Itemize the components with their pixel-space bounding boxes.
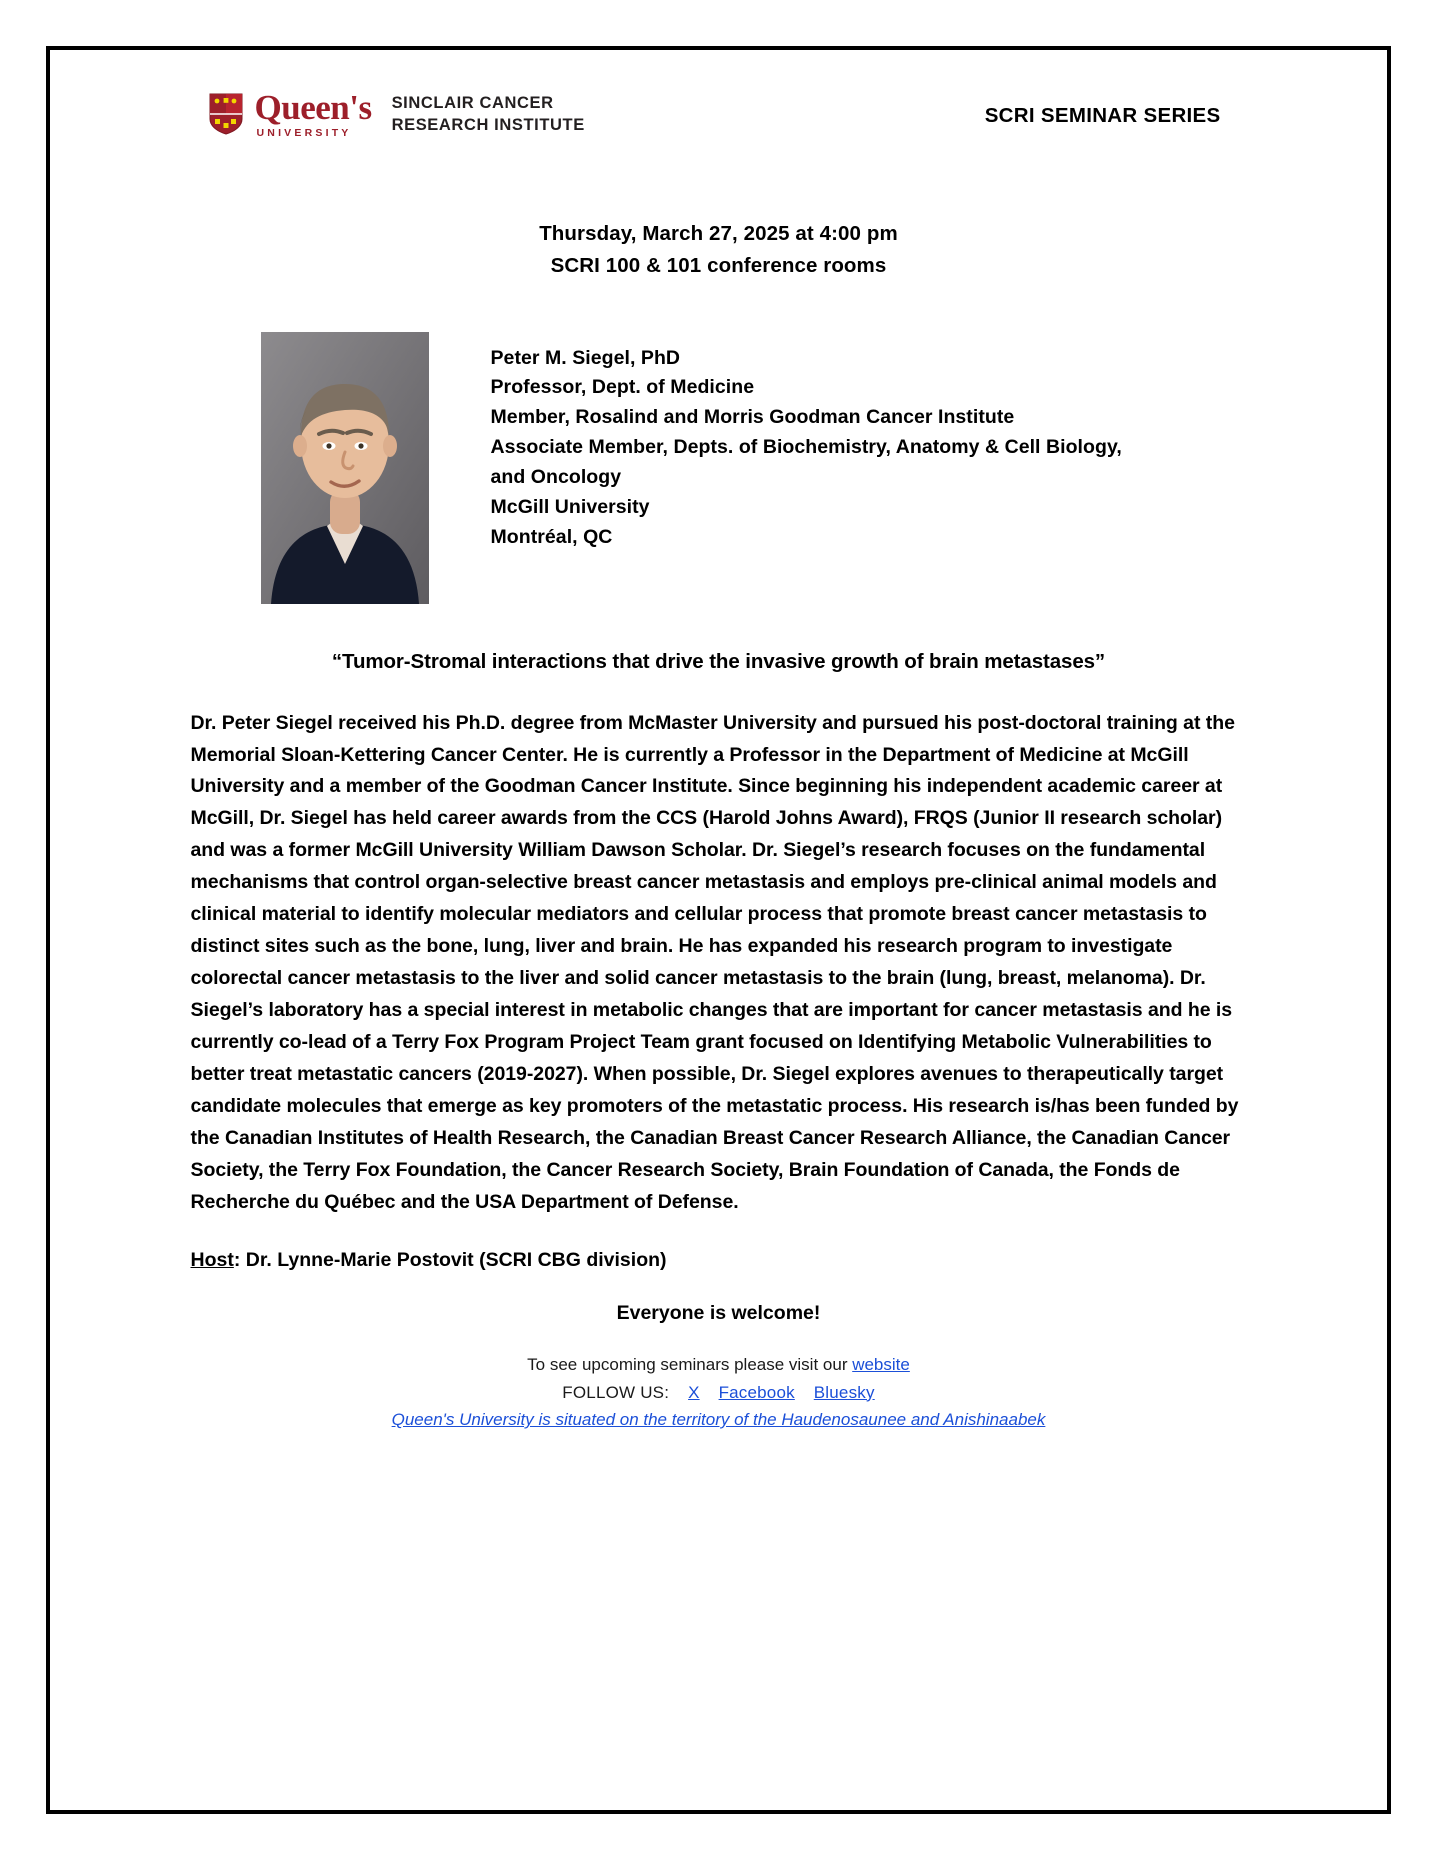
seminar-series-title: SCRI SEMINAR SERIES (984, 104, 1221, 127)
queens-wordmark (255, 90, 372, 139)
welcome-note: Everyone is welcome! (616, 1302, 821, 1325)
social-link-bluesky[interactable]: Bluesky (813, 1382, 875, 1402)
host-value: Dr. Lynne-Marie Postovit (SCRI CBG division) (245, 1249, 667, 1272)
speaker-line-5: Montréal, QC (490, 525, 613, 548)
poster-footer (191, 1351, 1247, 1434)
social-link-x[interactable]: X (688, 1382, 700, 1402)
event-location: SCRI 100 & 101 conference rooms (550, 253, 887, 277)
land-acknowledgement-line (191, 1406, 1247, 1434)
institute-line-1: SINCLAIR CANCER (391, 94, 554, 113)
upcoming-seminars-text: To see upcoming seminars please visit our (527, 1355, 853, 1375)
institute-name (392, 91, 585, 137)
website-link[interactable]: website (852, 1355, 910, 1375)
talk-title: “Tumor-Stromal interactions that drive the invasive growth of brain metastases” (331, 649, 1106, 673)
host-separator: : (233, 1249, 246, 1272)
speaker-line-1: Member, Rosalind and Morris Goodman Cancer Institute (490, 406, 1015, 429)
social-link-facebook[interactable]: Facebook (718, 1382, 795, 1402)
poster-header (191, 90, 1247, 160)
follow-us-line (191, 1379, 1247, 1407)
speaker-line-2: Associate Member, Depts. of Biochemistry, Anatomy & Cell Biology, (490, 436, 1122, 459)
speaker-bio: Dr. Peter Siegel received his Ph.D. degree from McMaster University and pursued his post-doctoral training at the Memorial Sloan-Kettering Cancer Center. He is currently a Professor in the Department of Medicine at McGill University and a member of the Goodman Cancer Institute. Since beginning his independent academic career at McGill, Dr. Siegel has held career awards from the CCS (Harold Johns Award), FRQS (Junior II research scholar) and was a former McGill University William Dawson Scholar. Dr. Siegel’s research focuses on the fundamental mechanisms that control organ-selective breast cancer metastasis and employs pre-clinical animal models and clinical material to identify molecular mediators and cellular process that promote breast cancer metastasis to distinct sites such as the bone, lung, liver and brain. He has expanded his research program to investigate colorectal cancer metastasis to the liver and solid cancer metastasis to the brain (lung, breast, melanoma). Dr. Siegel’s laboratory has a special interest in metabolic changes that are important for cancer metastasis and he is currently co-lead of a Terry Fox Program Project Team grant focused on Identifying Metabolic Vulnerabilities to better treat metastatic cancers (2019-2027). When possible, Dr. Siegel explores avenues to therapeutically target candidate molecules that emerge as key promoters of the metastatic process. His research is/has been funded by the Canadian Institutes of Health Research, the Canadian Breast Cancer Research Alliance, the Canadian Cancer Society, the Terry Fox Foundation, the Cancer Research Society, Brain Foundation of Canada, the Fonds de Recherche du Québec and the USA Department of Defense. (190, 711, 1239, 1214)
event-datetime: Thursday, March 27, 2025 at 4:00 pm (539, 222, 898, 245)
speaker-details (491, 332, 1122, 604)
host-line (191, 1249, 1247, 1272)
speaker-portrait (261, 332, 429, 604)
host-label: Host (190, 1249, 234, 1272)
queens-sinclair-logo (191, 90, 585, 139)
follow-us-label: FOLLOW US: (562, 1382, 670, 1402)
queens-name: Queen's (254, 88, 372, 127)
event-datetime-block (191, 218, 1247, 282)
land-acknowledgement-link[interactable]: Queen's University is situated on the territory of the Haudenosaunee and Anishinaabek (391, 1410, 1046, 1430)
poster-content (139, 46, 1299, 1434)
speaker-line-4: McGill University (490, 495, 650, 518)
queens-subtitle: UNIVERSITY (256, 127, 352, 139)
speaker-line-3: and Oncology (490, 465, 622, 488)
institute-line-2: RESEARCH INSTITUTE (391, 116, 585, 135)
speaker-block (191, 332, 1247, 604)
queens-shield-icon (209, 93, 243, 135)
upcoming-seminars-line (191, 1351, 1247, 1379)
speaker-name: Peter M. Siegel, PhD (490, 346, 681, 369)
speaker-line-0: Professor, Dept. of Medicine (490, 376, 755, 399)
